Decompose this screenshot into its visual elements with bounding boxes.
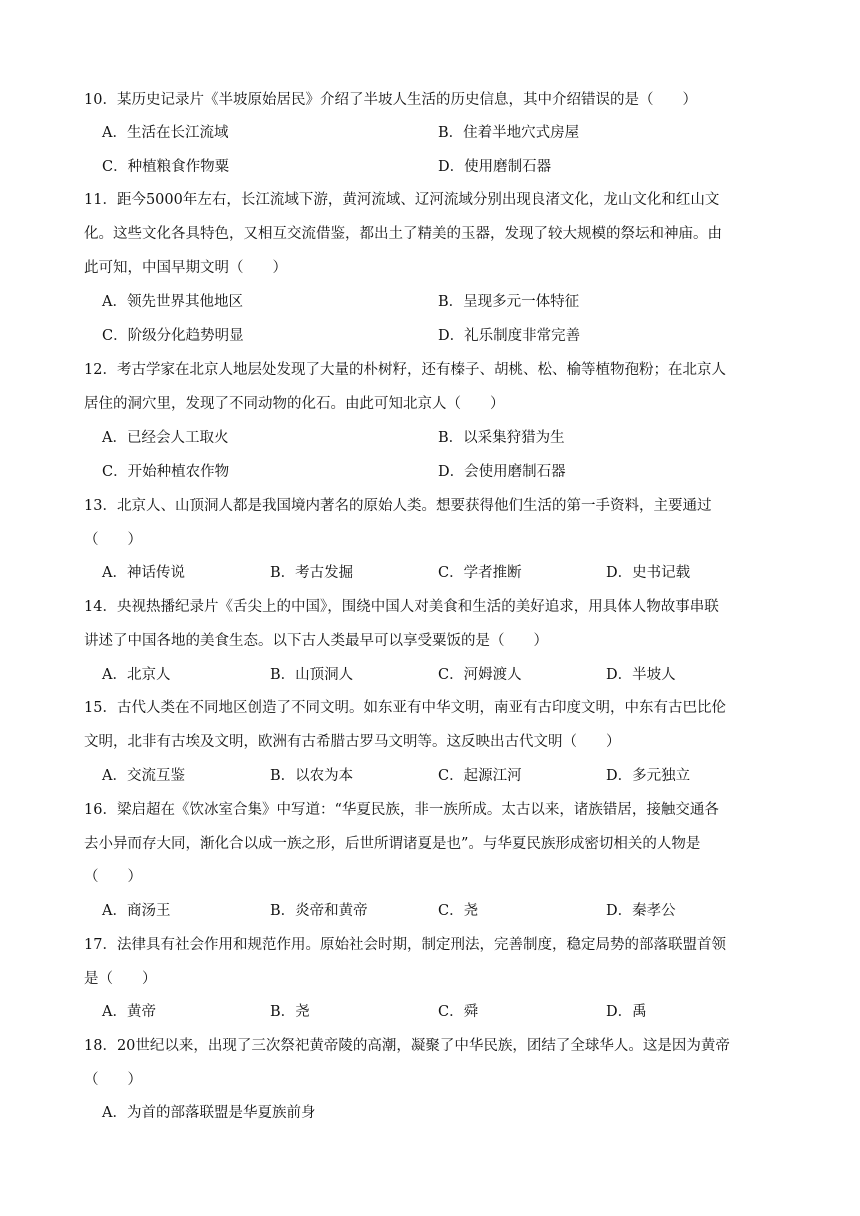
question-16-option-a: A．商汤王 xyxy=(102,903,171,919)
question-13-option-a: A．神话传说 xyxy=(102,565,185,581)
question-18-option-a: A．为首的部落联盟是华夏族前身 xyxy=(102,1105,316,1121)
question-15-stem-line-2: 文明，北非有古埃及文明，欧洲有古希腊古罗马文明等。这反映出古代文明（ ） xyxy=(84,734,621,750)
question-12-option-d: D．会使用磨制石器 xyxy=(438,464,566,480)
question-11-stem-line-2: 化。这些文化各具特色，又相互交流借鉴，都出土了精美的玉器，发现了较大规模的祭坛和神庙。由 xyxy=(84,226,722,242)
question-17-option-a: A．黄帝 xyxy=(102,1004,156,1020)
question-14-option-a: A．北京人 xyxy=(102,667,171,683)
question-12-stem-line-1: 12．考古学家在北京人地层处发现了大量的朴树籽，还有榛子、胡桃、松、榆等植物孢粉；在北京人 xyxy=(84,362,726,378)
question-15-option-c: C．起源江河 xyxy=(438,768,522,784)
question-18-stem-line-2: （ ） xyxy=(84,1072,142,1088)
question-11-stem-line-3: 此可知，中国早期文明（ ） xyxy=(84,260,287,276)
question-11-option-d: D．礼乐制度非常完善 xyxy=(438,328,581,344)
question-12-option-a: A．已经会人工取火 xyxy=(102,430,229,446)
question-13-option-c: C．学者推断 xyxy=(438,565,522,581)
question-13-option-d: D．史书记载 xyxy=(606,565,691,581)
question-13-stem-line-2: （ ） xyxy=(84,532,142,548)
question-15-option-a: A．交流互鉴 xyxy=(102,768,185,784)
question-17-stem-line-2: 是（ ） xyxy=(84,971,157,987)
question-16-option-d: D．秦孝公 xyxy=(606,903,676,919)
question-13-stem-line-1: 13．北京人、山顶洞人都是我国境内著名的原始人类。想要获得他们生活的第一手资料，主要通过 xyxy=(84,498,712,514)
question-14-stem-line-1: 14．央视热播纪录片《舌尖上的中国》，围绕中国人对美食和生活的美好追求，用具体人物故事串联 xyxy=(84,599,719,615)
question-10-option-a: A．生活在长江流域 xyxy=(102,125,229,141)
question-12-stem-line-2: 居住的洞穴里，发现了不同动物的化石。由此可知北京人（ ） xyxy=(84,396,505,412)
question-11-stem-line-1: 11．距今5000年左右，长江流域下游，黄河流域、辽河流域分别出现良渚文化，龙山文化和红山文 xyxy=(84,192,720,208)
question-16-stem-line-2: 去小异而存大同，渐化合以成一族之形，后世所谓诸夏是也”。与华夏民族形成密切相关的人物是 xyxy=(84,836,701,852)
question-16-option-c: C．尧 xyxy=(438,903,479,919)
question-18-stem-line-1: 18．20世纪以来，出现了三次祭祀黄帝陵的高潮，凝聚了中华民族，团结了全球华人。这是因为黄帝 xyxy=(84,1038,730,1054)
question-14-option-d: D．半坡人 xyxy=(606,667,676,683)
question-15-option-d: D．多元独立 xyxy=(606,768,691,784)
question-12-option-c: C．开始种植农作物 xyxy=(102,464,230,480)
question-11-option-b: B．呈现多元一体特征 xyxy=(438,294,580,310)
question-17-option-b: B．尧 xyxy=(270,1004,310,1020)
question-10-stem: 10．某历史记录片《半坡原始居民》介绍了半坡人生活的历史信息，其中介绍错误的是（ ） xyxy=(84,92,697,108)
question-14-stem-line-2: 讲述了中国各地的美食生态。以下古人类最早可以享受粟饭的是（ ） xyxy=(84,633,548,649)
question-12-option-b: B．以采集狩猎为生 xyxy=(438,430,565,446)
question-17-option-d: D．禹 xyxy=(606,1004,647,1020)
question-13-option-b: B．考古发掘 xyxy=(270,565,354,581)
question-14-option-c: C．河姆渡人 xyxy=(438,667,522,683)
question-16-option-b: B．炎帝和黄帝 xyxy=(270,903,368,919)
question-10-option-d: D．使用磨制石器 xyxy=(438,159,552,175)
question-14-option-b: B．山顶洞人 xyxy=(270,667,354,683)
question-17-stem-line-1: 17．法律具有社会作用和规范作用。原始社会时期，制定刑法，完善制度，稳定局势的部落联盟首领 xyxy=(84,937,726,953)
question-10-option-b: B．住着半地穴式房屋 xyxy=(438,125,580,141)
question-11-option-a: A．领先世界其他地区 xyxy=(102,294,243,310)
question-10-option-c: C．种植粮食作物粟 xyxy=(102,159,230,175)
question-11-option-c: C．阶级分化趋势明显 xyxy=(102,328,244,344)
question-16-stem-line-3: （ ） xyxy=(84,869,142,885)
question-15-stem-line-1: 15．古代人类在不同地区创造了不同文明。如东亚有中华文明，南亚有古印度文明，中东有古巴比伦 xyxy=(84,700,726,716)
question-17-option-c: C．舜 xyxy=(438,1004,479,1020)
question-15-option-b: B．以农为本 xyxy=(270,768,354,784)
question-16-stem-line-1: 16．梁启超在《饮冰室合集》中写道：“华夏民族，非一族所成。太古以来，诸族错居，接触交通各 xyxy=(84,802,719,818)
